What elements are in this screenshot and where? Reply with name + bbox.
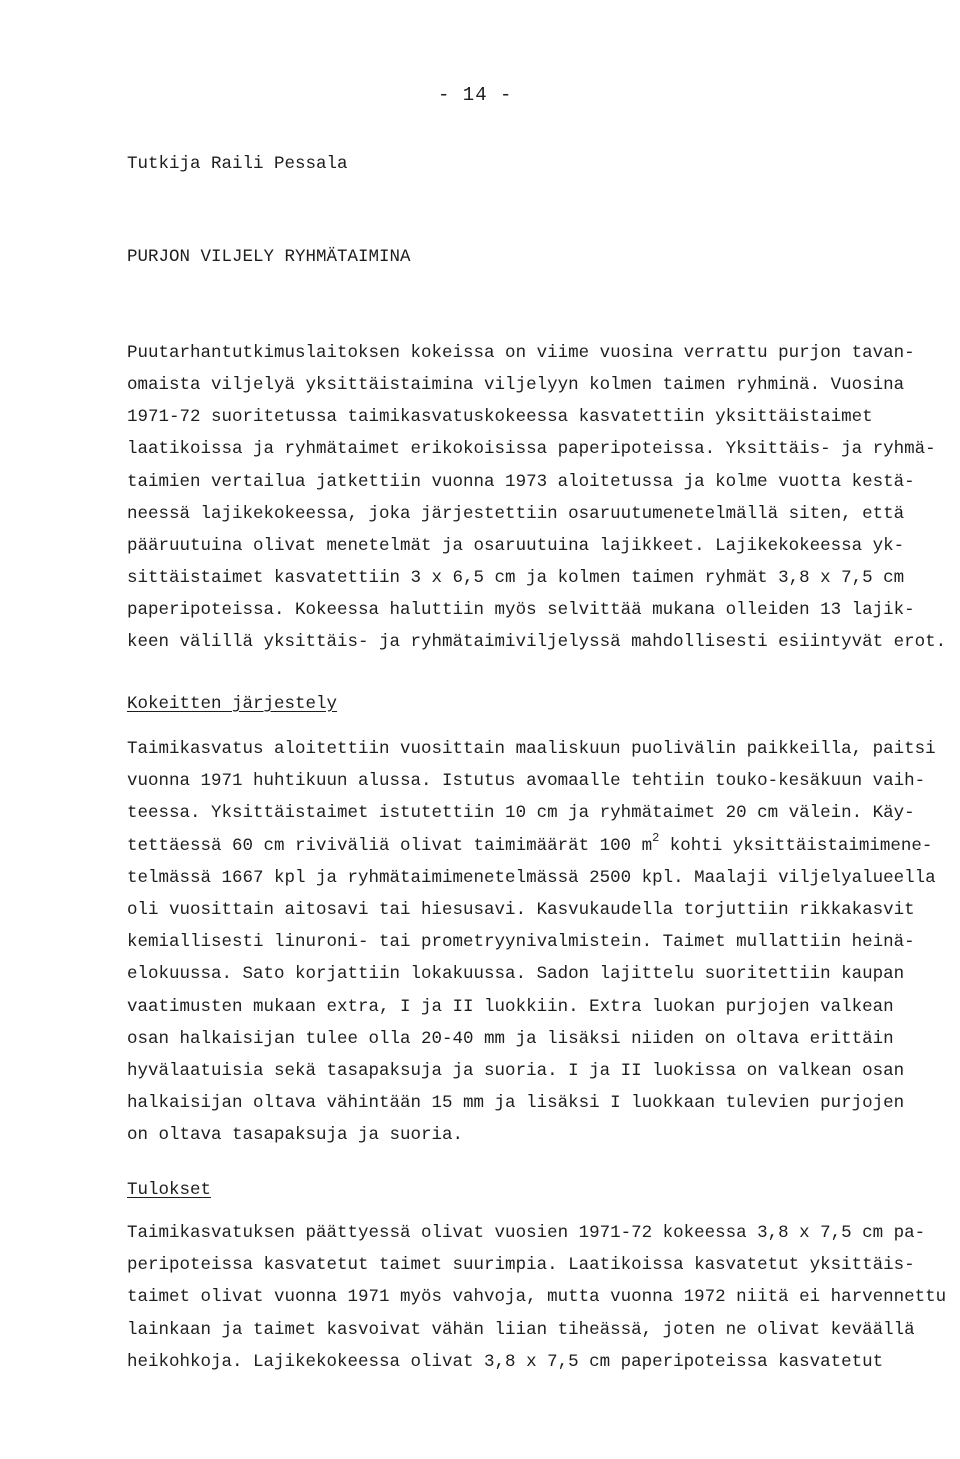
text-line: lainkaan ja taimet kasvoivat vähän liian tiheässä, joten ne olivat keväällä	[127, 1320, 915, 1340]
text-line: teessa. Yksittäistaimet istutettiin 10 cm ja ryhmätaimet 20 cm välein. Käy-	[127, 803, 915, 823]
page-number: - 14 -	[438, 84, 513, 106]
author-line: Tutkija Raili Pessala	[127, 154, 348, 174]
text-line: taimet olivat vuonna 1971 myös vahvoja, mutta vuonna 1972 niitä ei harvennettu	[127, 1287, 947, 1307]
text-line: oli vuosittain aitosavi tai hiesusavi. Kasvukaudella torjuttiin rikkakasvit	[127, 900, 915, 920]
text-line: laatikoissa ja ryhmätaimet erikokoisissa paperipoteissa. Yksittäis- ja ryhmä-	[127, 439, 936, 459]
section-heading-tulokset: Tulokset	[127, 1180, 212, 1200]
text-line: taimien vertailua jatkettiin vuonna 1973 aloitetussa ja kolme vuotta kestä-	[127, 472, 915, 492]
text-line-start: tettäessä 60 cm riviväliä olivat taimimäärät 100 m	[127, 836, 653, 856]
text-line: kemiallisesti linuroni- tai prometryynivalmistein. Taimet mullattiin heinä-	[127, 932, 915, 952]
text-line: Taimikasvatuksen päättyessä olivat vuosien 1971-72 kokeessa 3,8 x 7,5 cm pa-	[127, 1223, 926, 1243]
text-line: elokuussa. Sato korjattiin lokakuussa. Sadon lajittelu suoritettiin kaupan	[127, 964, 905, 984]
text-line: Taimikasvatus aloitettiin vuosittain maaliskuun puolivälin paikkeilla, paitsi	[127, 739, 936, 759]
text-line: omaista viljelyä yksittäistaimina viljelyyn kolmen taimen ryhminä. Vuosina	[127, 375, 905, 395]
text-line: paperipoteissa. Kokeessa haluttiin myös selvittää mukana olleiden 13 lajik-	[127, 600, 915, 620]
text-line: keen välillä yksittäis- ja ryhmätaimiviljelyssä mahdollisesti esiintyvät erot.	[127, 632, 947, 652]
document-title: PURJON VILJELY RYHMÄTAIMINA	[127, 247, 411, 267]
text-line	[127, 831, 933, 858]
text-line: sittäistaimet kasvatettiin 3 x 6,5 cm ja kolmen taimen ryhmät 3,8 x 7,5 cm	[127, 568, 905, 588]
superscript-two: 2	[652, 831, 660, 845]
text-line: on oltava tasapaksuja ja suoria.	[127, 1125, 464, 1145]
text-line: neessä lajikekokeessa, joka järjestettiin osaruutumenetelmällä siten, että	[127, 504, 905, 524]
section-heading-kokeitten-jarjestely: Kokeitten järjestely	[127, 694, 338, 714]
text-line: osan halkaisijan tulee olla 20-40 mm ja lisäksi niiden on oltava erittäin	[127, 1029, 894, 1049]
text-line: vaatimusten mukaan extra, I ja II luokkiin. Extra luokan purjojen valkean	[127, 997, 894, 1017]
text-line: Puutarhantutkimuslaitoksen kokeissa on viime vuosina verrattu purjon tavan-	[127, 343, 915, 363]
text-line: pääruutuina olivat menetelmät ja osaruutuina lajikkeet. Lajikekokeessa yk-	[127, 536, 905, 556]
text-line: halkaisijan oltava vähintään 15 mm ja lisäksi I luokkaan tulevien purjojen	[127, 1093, 905, 1113]
text-line: telmässä 1667 kpl ja ryhmätaimimenetelmässä 2500 kpl. Maalaji viljelyalueella	[127, 868, 936, 888]
text-line: hyvälaatuisia sekä tasapaksuja ja suoria. I ja II luokissa on valkean osan	[127, 1061, 905, 1081]
text-line-end: kohti yksittäistaimimene-	[659, 836, 933, 856]
text-line: 1971-72 suoritetussa taimikasvatuskokeessa kasvatettiin yksittäistaimet	[127, 407, 873, 427]
text-line: peripoteissa kasvatetut taimet suurimpia. Laatikoissa kasvatetut yksittäis-	[127, 1255, 915, 1275]
text-line: heikohkoja. Lajikekokeessa olivat 3,8 x 7,5 cm paperipoteissa kasvatetut	[127, 1352, 884, 1372]
text-line: vuonna 1971 huhtikuun alussa. Istutus avomaalle tehtiin touko-kesäkuun vaih-	[127, 771, 926, 791]
